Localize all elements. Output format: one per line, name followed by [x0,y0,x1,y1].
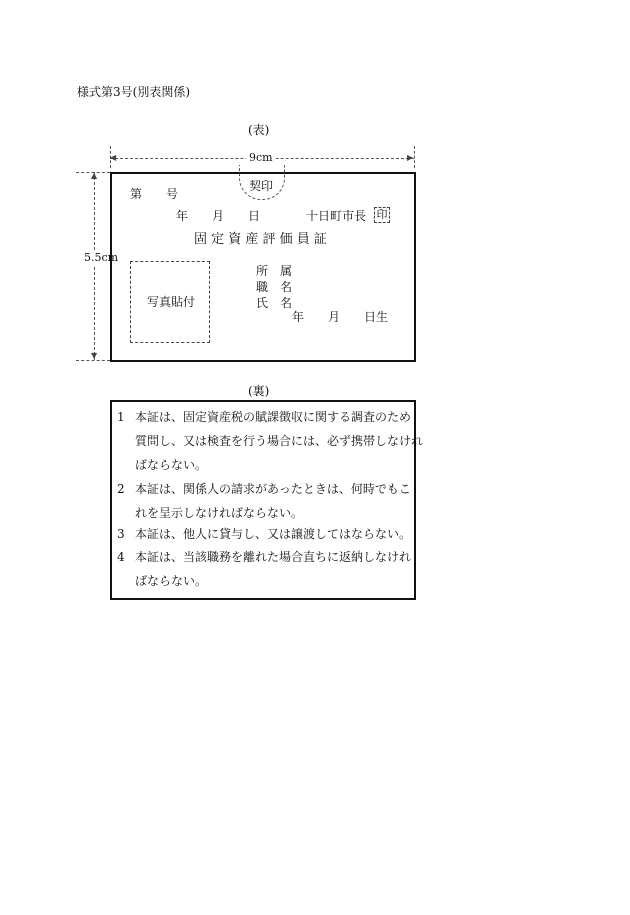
height-dimension-label: 5.5cm [84,251,119,264]
date-month: 月 [212,209,225,223]
field-affiliation: 所 属 [256,264,293,278]
item-text: ばならない。 [135,574,208,588]
form-title: 様式第3号(別表関係) [77,85,190,99]
stamp-box: 印 [374,207,390,223]
photo-label: 写真貼付 [147,295,196,309]
date-year: 年 [176,209,189,223]
arrow-up-icon: ▲ [91,171,98,180]
back-item-1 [117,405,424,477]
item-number: 1 [117,410,125,424]
issuer-name: 十日町市長 [306,209,367,223]
field-position: 職 名 [256,280,293,294]
birth-month: 月 [328,310,341,324]
back-item-4 [117,545,413,593]
card-title: 固 定 資 産 評 価 員 証 [194,232,327,247]
item-text: ばならない。 [135,458,208,472]
item-number: 2 [117,482,125,496]
item-text: 本証は、関係人の請求があったときは、何時でもこ [135,482,411,496]
arrow-down-icon: ▼ [91,351,98,360]
field-name: 氏 名 [256,296,293,310]
height-dimension-line [94,172,95,360]
number-prefix: 第 [130,187,143,201]
width-dimension-label: 9cm [246,152,276,163]
front-side-label: (表) [248,123,270,137]
height-dimension-bottom-tick [76,360,110,361]
date-day: 日 [248,209,261,223]
item-number: 3 [117,527,125,541]
item-text: 本証は、他人に貸与し、又は譲渡してはならない。 [135,527,412,541]
arrow-left-icon: ◀ [110,153,117,162]
birth-day: 日生 [364,310,389,324]
seal-label: 契印 [249,179,274,193]
back-side-label: (裏) [248,384,270,398]
item-text: れを呈示しなければならない。 [135,506,304,520]
item-text: 質問し、又は検査を行う場合には、必ず携帯しなけれ [135,434,424,448]
width-dimension-right-tick [414,146,415,168]
number-suffix: 号 [166,187,179,201]
back-item-2 [117,477,413,525]
item-text: 本証は、当該職務を離れた場合直ちに返納しなけれ [135,550,412,564]
item-number: 4 [117,550,125,564]
item-text: 本証は、固定資産税の賦課徴収に関する調査のため [135,410,412,424]
birth-year: 年 [292,310,305,324]
arrow-right-icon: ▶ [407,153,414,162]
back-item-3 [117,522,413,546]
